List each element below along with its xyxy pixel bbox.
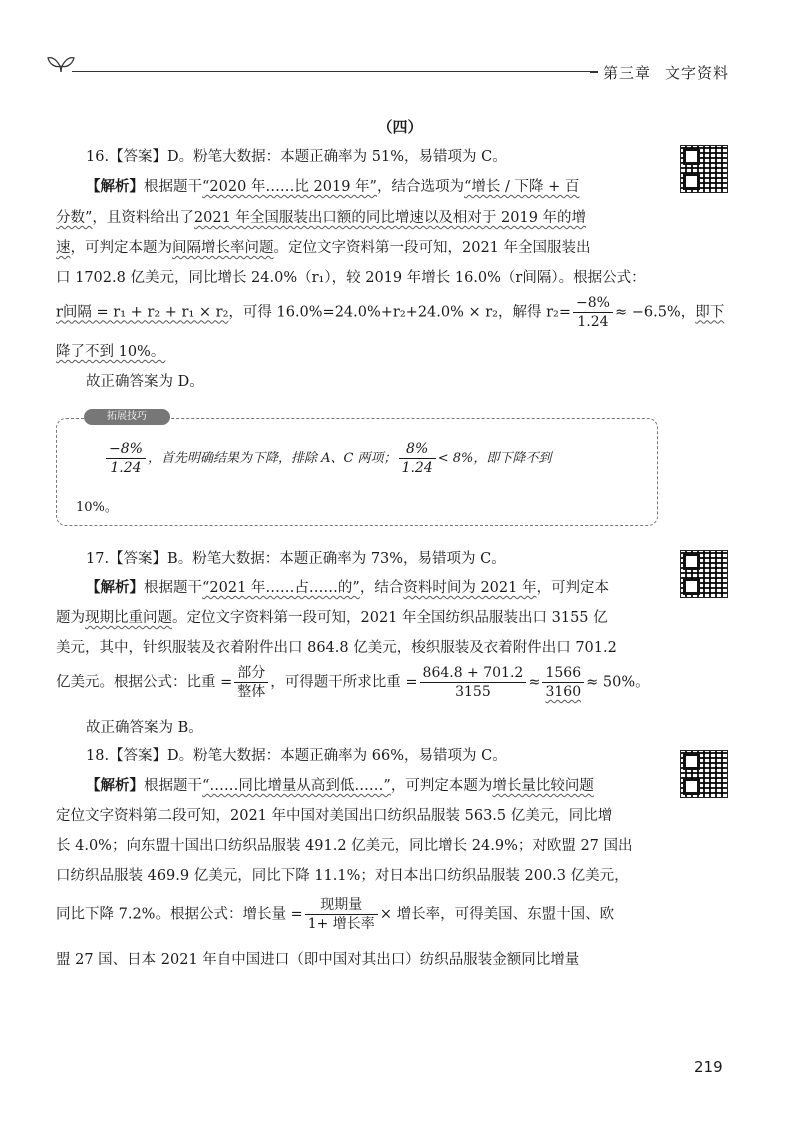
- q16-line-6: 降了不到 10%。: [56, 344, 166, 360]
- fraction: $\frac{-8\%}{1.24}$: [573, 294, 613, 331]
- tip-line-2: 10%。: [76, 500, 118, 515]
- q16-line-4: 口 1702.8 亿美元，同比增长 24.0%（r₁），较 2019 年增长 16.0%（r间隔）。根据公式：: [56, 270, 646, 286]
- q17-line-4: 亿美元。根据公式：比重 = $\frac{\text{部分}}{\text{整体}}$ ，可得题干所求比重 = $\frac{864.8 + 701.2}{3155}$ ≈ $\frac{1566}{3160}$ ≈ 50%。: [56, 665, 650, 700]
- chapter-title: 文字资料: [665, 64, 730, 82]
- header-rule-end: [590, 71, 598, 73]
- q18-line-2: 定位文字资料第二段可知，2021 年中国对美国出口纺织品服装 563.5 亿美元，同比增: [56, 808, 613, 824]
- tip-tab: 拓展技巧: [84, 409, 170, 425]
- q16-line-2: 分数”，且资料给出了2021 年全国服装出口额的同比增速以及相对于 2019 年的增: [56, 210, 587, 226]
- qr-code-16[interactable]: [680, 145, 728, 193]
- qr-code-17[interactable]: [680, 550, 728, 598]
- q17-answer: 17.【答案】B。粉笔大数据：本题正确率为 73%，易错项为 C。: [86, 551, 506, 567]
- q16-conclusion: 故正确答案为 D。: [86, 374, 204, 390]
- q18-line-1: 【解析】根据题干“……同比增量从高到低……”，可判定本题为增长量比较问题: [86, 778, 594, 794]
- q17-conclusion: 故正确答案为 B。: [86, 720, 203, 736]
- q16-line-1: 【解析】根据题干“2020 年……比 2019 年”，结合选项为“增长 / 下降 + 百: [86, 179, 580, 195]
- q18-line-4: 口纺织品服装 469.9 亿美元，同比下降 11.1%；对日本出口纺织品服装 200.3 亿美元，: [56, 868, 629, 884]
- chapter-label: 第三章: [603, 64, 652, 82]
- tip-line-1: $\frac{-8\%}{1.24}$ ，首先明确结果为下降，排除 A、C 两项； $\frac{8\%}{1.24}$ < 8%，即下降不到: [104, 440, 551, 477]
- q18-answer: 18.【答案】D。粉笔大数据：本题正确率为 66%，易错项为 C。: [86, 748, 507, 764]
- running-header: [603, 62, 729, 83]
- q16-line-3: 速，可判定本题为间隔增长率问题。定位文字资料第一段可知，2021 年全国服装出: [56, 240, 591, 256]
- q18-line-6: 盟 27 国、日本 2021 年自中国进口（即中国对其出口）纺织品服装金额同比增量: [56, 952, 580, 968]
- q16-line-5: r间隔 = r₁ + r₂ + r₁ × r₂，可得 16.0%=24.0%+r₂+24.0% × r₂，解得 r₂= $\frac{-8\%}{1.24}$ ≈ −6.5%，即下: [56, 295, 725, 330]
- q17-line-3: 美元，其中，针织服装及衣着附件出口 864.8 亿美元，梭织服装及衣着附件出口 701.2: [56, 640, 617, 656]
- q16-answer: 16.【答案】D。粉笔大数据：本题正确率为 51%，易错项为 C。: [86, 149, 507, 165]
- q17-line-1: 【解析】根据题干“2021 年……占……的”，结合资料时间为 2021 年，可判定本: [86, 580, 609, 596]
- page-number: 219: [694, 1058, 723, 1076]
- qr-code-18[interactable]: [680, 750, 728, 798]
- q17-line-2: 题为现期比重问题。定位文字资料第一段可知，2021 年全国纺织品服装出口 3155 亿: [56, 610, 608, 626]
- q18-line-5: 同比下降 7.2%。根据公式：增长量 = $\frac{\text{现期量}}{\text{1+ 增长率}}$ × 增长率，可得美国、东盟十国、欧: [56, 897, 615, 932]
- header-rule: [72, 71, 592, 72]
- q18-line-3: 长 4.0%；向东盟十国出口纺织品服装 491.2 亿美元，同比增长 24.9%；对欧盟 27 国出: [56, 838, 633, 854]
- section-title: （四）: [377, 118, 423, 136]
